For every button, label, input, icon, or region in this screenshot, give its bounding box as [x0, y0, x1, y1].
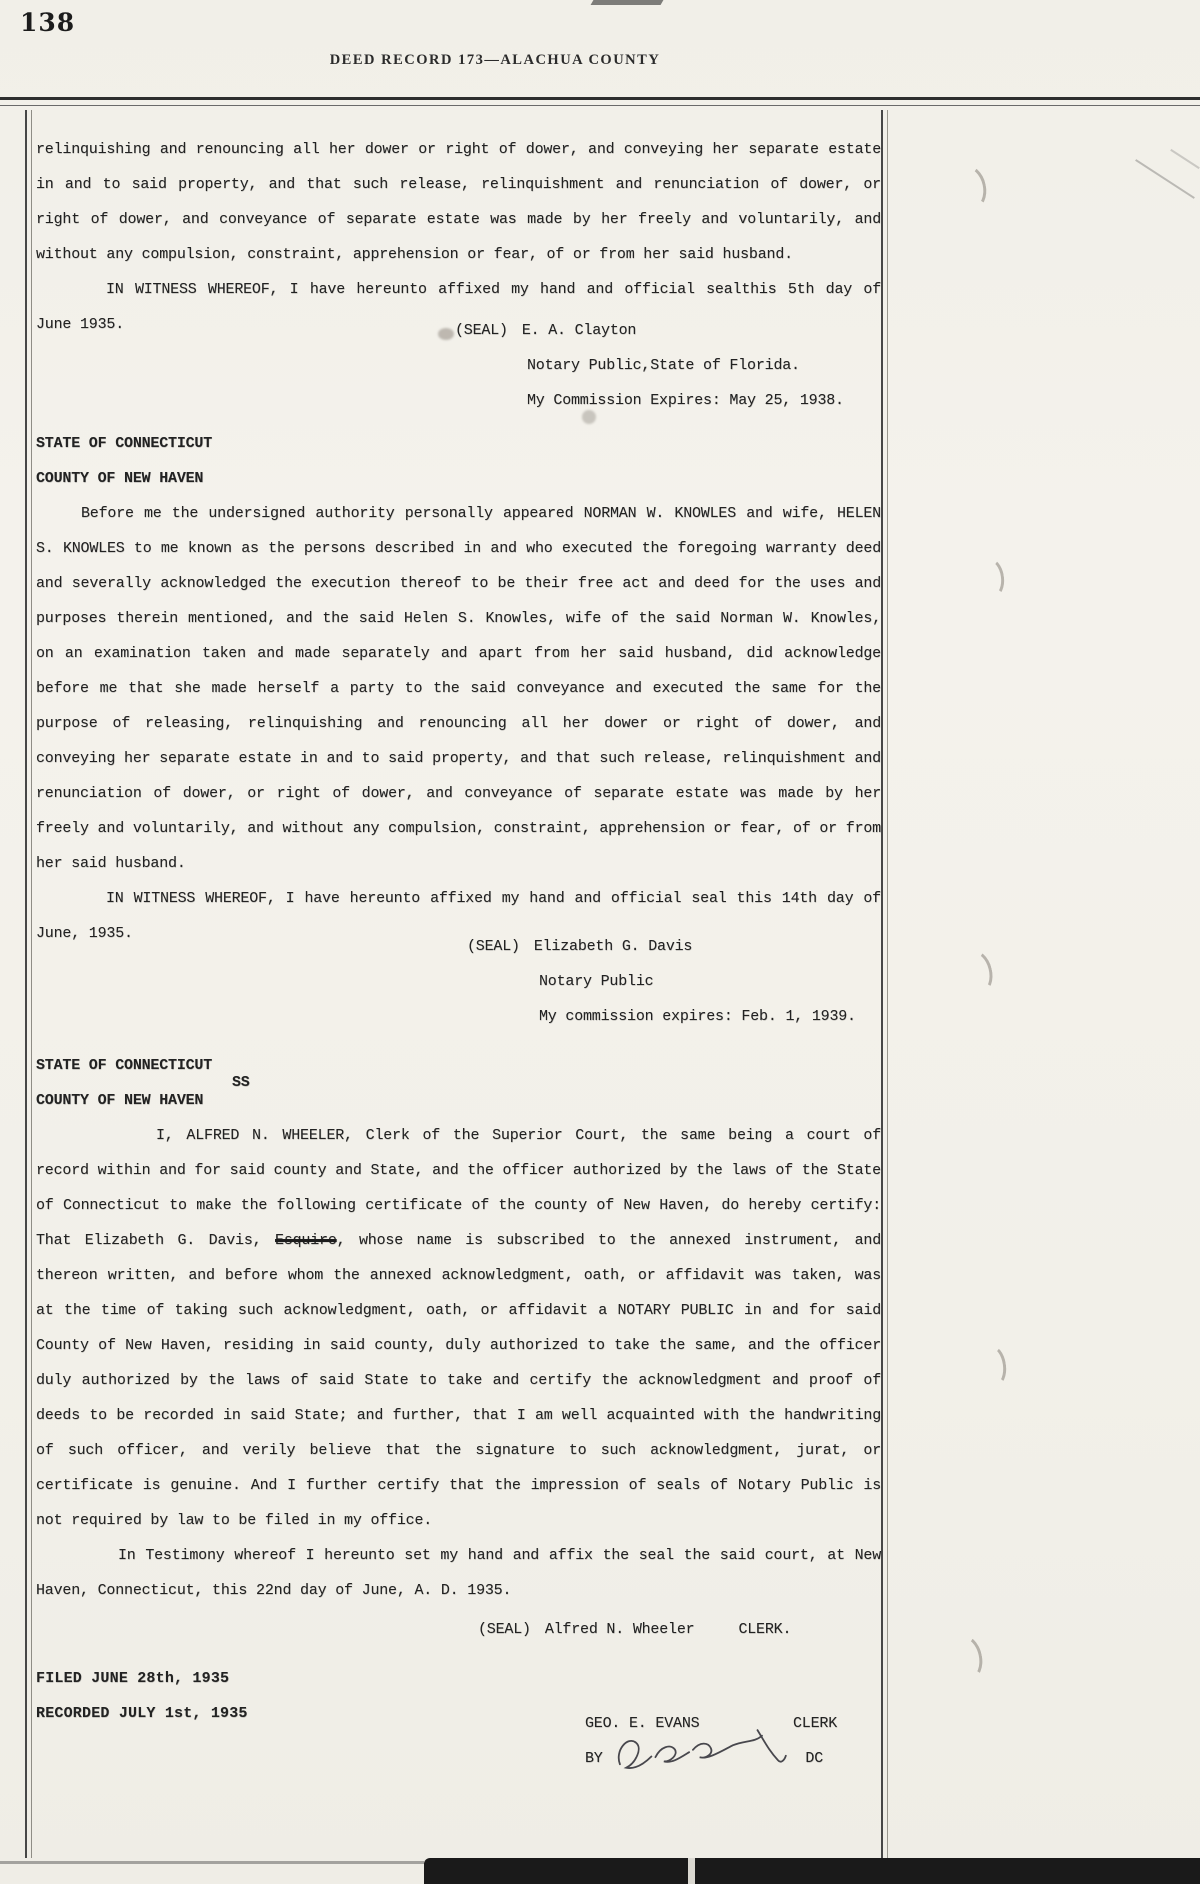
scan-artifact	[946, 1632, 987, 1684]
seal-label: (SEAL)	[478, 1621, 531, 1638]
state-line: STATE OF CONNECTICUT	[36, 435, 213, 452]
connecticut-commission-expiry: My commission expires: Feb. 1, 1939.	[539, 1008, 856, 1025]
top-rule-thin	[0, 105, 1200, 106]
connecticut-notary-name: Elizabeth G. Davis	[533, 938, 693, 955]
struck-out-word: Esquire	[275, 1232, 337, 1249]
bottom-scan-band-notch	[688, 1858, 695, 1884]
connecticut-notary-title: Notary Public	[539, 973, 654, 990]
florida-notary-name: E. A. Clayton	[521, 322, 637, 339]
florida-notary-title: Notary Public,State of Florida.	[527, 357, 800, 374]
seal-label: (SEAL)	[467, 938, 520, 955]
superior-court-clerk-title: CLERK.	[738, 1621, 792, 1638]
clerk-certificate-text-before: I, ALFRED N. WHEELER, Clerk of the Superior Court, the same being a court of record within and for said county and State, and the officer authorized by the laws of the State of Connecticut to make the following certificate of the county of New Haven, do hereby certify: That Elizabeth G. Davis,	[36, 1127, 881, 1249]
county-clerk-attestation	[585, 1706, 837, 1776]
scan-artifact	[1170, 149, 1200, 169]
county-clerk-title: CLERK	[792, 1715, 837, 1732]
clerk-certificate-paragraph	[36, 1118, 881, 1538]
right-margin-rule-outer	[887, 110, 888, 1858]
deputy-row	[585, 1741, 837, 1776]
connecticut-venue-heading	[36, 426, 881, 496]
clerk-seal-line	[478, 1612, 881, 1647]
ss-abbreviation: SS	[232, 1074, 250, 1091]
seal-label: (SEAL)	[455, 322, 508, 339]
florida-notary-seal-block	[455, 313, 881, 418]
county-line: COUNTY OF NEW HAVEN	[36, 1092, 204, 1109]
scan-artifact	[948, 162, 991, 214]
scan-artifact	[977, 1343, 1009, 1388]
page-header-title: DEED RECORD 173—ALACHUA COUNTY	[329, 52, 661, 68]
florida-witness-paragraph: IN WITNESS WHEREOF, I have hereunto affixed my hand and official sealthis 5th day of June 1935.	[36, 281, 881, 333]
top-rule-thick	[0, 97, 1200, 100]
superior-court-clerk-name: Alfred N. Wheeler	[544, 1621, 695, 1638]
connecticut-acknowledgment-paragraph: Before me the undersigned authority personally appeared NORMAN W. KNOWLES and wife, HELEN S. KNOWLES to me known as the persons described in and who executed the foregoing warranty deed and severally acknowledged the execution thereof to be their free act and deed for the uses and purposes therein mentioned, and the said Helen S. Knowles, wife of the said Norman W. Knowles, on an examination taken and made separately and apart from her said husband, did acknowledge before me that she made herself a party to the said conveyance and executed the same for the purpose of releasing, relinquishing and renouncing all her dower or right of dower, and conveying her separate estate in and to said property, and that such release, relinquishment and renunciation of dower, or right of dower, and conveyance of separate estate was made by her freely and voluntarily, and without any compulsion, constraint, apprehension or fear, of or from her said husband.	[36, 505, 881, 872]
scan-artifact	[957, 947, 997, 997]
florida-commission-expiry: My Commission Expires: May 25, 1938.	[527, 392, 844, 409]
bottom-scan-line	[0, 1861, 424, 1864]
state-line: STATE OF CONNECTICUT	[36, 1057, 213, 1074]
filed-stamp: FILED JUNE 28th, 1935	[36, 1670, 230, 1687]
left-margin-rule-outer	[25, 110, 27, 1858]
clerk-certificate-text-after: , whose name is subscribed to the annexed instrument, and thereon written, and before whom the annexed acknowledgment, oath, or affidavit was taken, was at the time of taking such acknowledgment, oath, or affidavit a NOTARY PUBLIC in and for said County of New Haven, residing in said county, duly authorized to take the same, and the officer duly authorized by the laws of said State to take and certify the acknowledgment and proof of deeds to be recorded in said State; and further, that I am well acquainted with the handwriting of such officer, and verily believe that the signature to such acknowledgment, jurat, or certificate is genuine. And I further certify that the impression of seals of Notary Public is not required by law to be filed in my office.	[36, 1232, 881, 1529]
bottom-scan-band	[424, 1858, 1200, 1884]
dower-release-paragraph: relinquishing and renouncing all her dower or right of dower, and conveying her separate estate in and to said property, and that such release, relinquishment and renunciation of dower, or right of dower, and conveyance of separate estate was made by her freely and voluntarily, and without any compulsion, constraint, apprehension or fear, of or from her said husband.	[36, 141, 881, 263]
clerk-venue-heading	[36, 1048, 881, 1118]
scan-artifact	[591, 0, 664, 5]
recorded-stamp: RECORDED JULY 1st, 1935	[36, 1705, 248, 1722]
county-line: COUNTY OF NEW HAVEN	[36, 470, 204, 487]
deputy-clerk-title: DC	[805, 1750, 823, 1767]
deed-text-column	[36, 132, 881, 1776]
by-label: BY	[585, 1750, 603, 1767]
connecticut-witness-paragraph: IN WITNESS WHEREOF, I have hereunto affixed my hand and official seal this 14th day of June, 1935.	[36, 890, 881, 942]
scan-artifact	[1135, 159, 1195, 199]
connecticut-notary-seal-block	[467, 929, 881, 1034]
right-margin-rule-inner	[881, 110, 883, 1858]
left-margin-rule-inner	[31, 110, 32, 1858]
county-clerk-name: GEO. E. EVANS	[585, 1715, 700, 1732]
page-number: 138	[20, 8, 76, 37]
scan-artifact	[975, 556, 1006, 599]
testimony-paragraph: In Testimony whereof I hereunto set my hand and affix the seal the said court, at New Haven, Connecticut, this 22nd day of June, A. D. 1935.	[36, 1547, 881, 1599]
